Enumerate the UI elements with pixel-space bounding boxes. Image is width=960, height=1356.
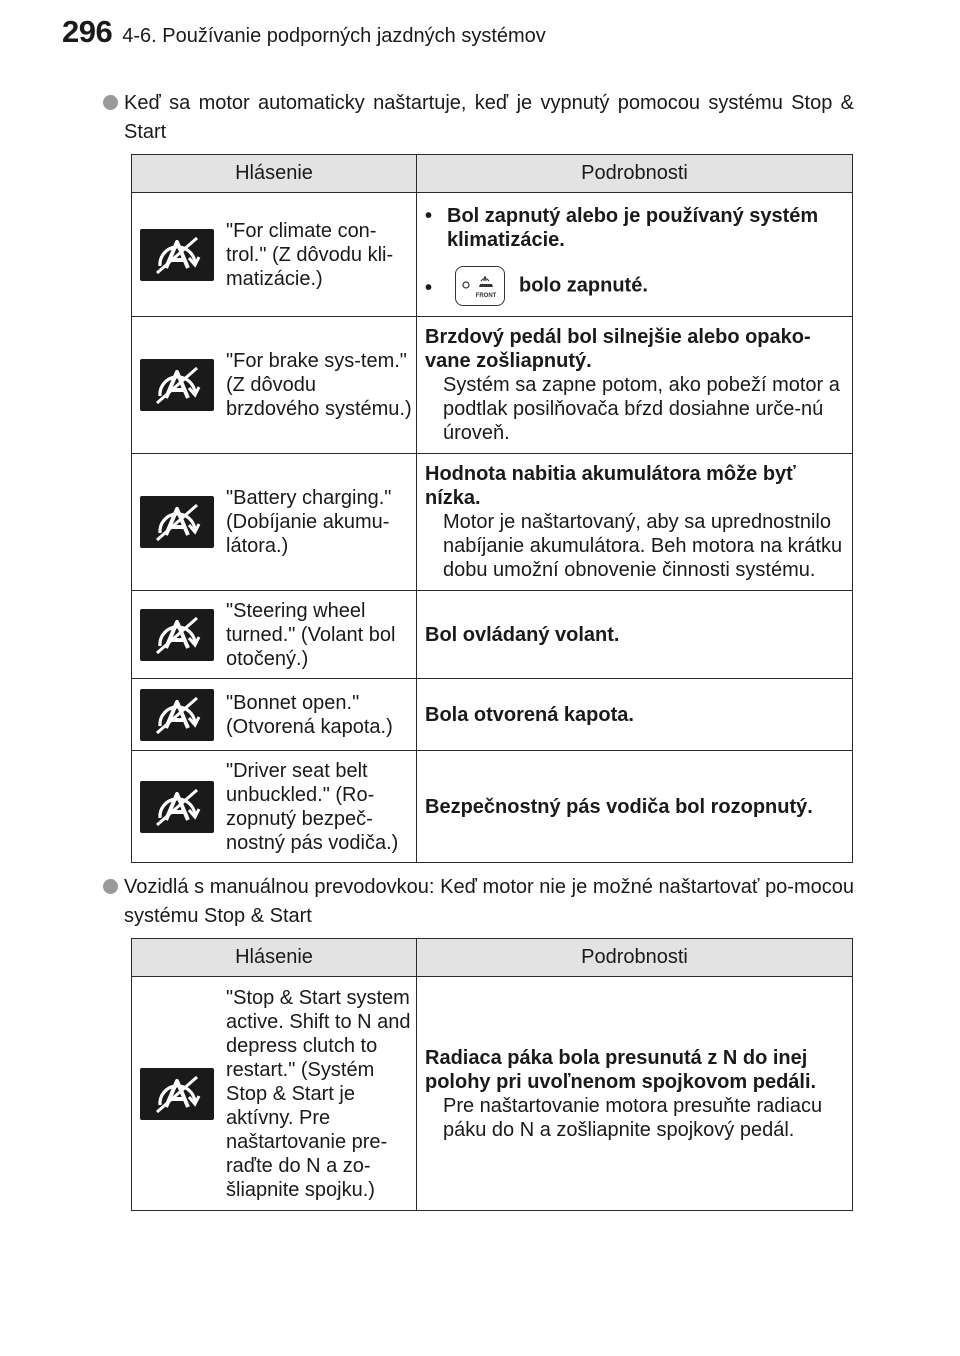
stop-start-off-icon [140, 689, 214, 741]
detail-item-text: bolo zapnuté. [519, 273, 648, 296]
message-text: "Steering wheel turned." (Volant bol otočený.) [226, 599, 396, 670]
detail-text: Systém sa zapne potom, ako pobeží motor a podtlak posilňovača bŕzd dosiahne urče-nú úroveň. [443, 374, 840, 444]
intro-paragraph-1 [124, 89, 854, 147]
detail-cell [417, 977, 853, 1211]
section-title: 4-6. Používanie podporných jazdných systémov [122, 25, 546, 47]
detail-title: Brzdový pedál bol silnejšie alebo opako-vane zošliapnutý. [425, 326, 811, 372]
detail-item-text: Bol zapnutý alebo je používaný systém klimatizácie. [447, 204, 819, 251]
page-number: 296 [62, 14, 113, 49]
detail-title: Bol ovládaný volant. [425, 623, 620, 646]
messages-table-2 [131, 938, 853, 1211]
detail-cell [417, 454, 853, 591]
list-item: • Bol zapnutý alebo je používaný systém klimatizácie. [425, 204, 819, 251]
message-cell [132, 751, 417, 863]
message-cell [132, 679, 417, 751]
message-cell [132, 193, 417, 317]
detail-text: Pre naštartovanie motora presuňte radiacu páku do N a zošliapnite spojkový pedál. [443, 1094, 823, 1141]
bullet-icon [103, 95, 118, 110]
column-header-details: Podrobnosti [417, 939, 853, 977]
table-row [132, 679, 853, 751]
stop-start-off-icon [140, 609, 214, 661]
intro-text-2: Vozidlá s manuálnou prevodovkou: Keď motor nie je možné naštartovať po-mocou systému Stop & Start [124, 876, 854, 927]
detail-cell [417, 679, 853, 751]
table-row [132, 591, 853, 679]
table-row [132, 751, 853, 863]
detail-cell [417, 751, 853, 863]
intro-paragraph-2 [124, 873, 854, 931]
table-row [132, 454, 853, 591]
message-cell [132, 317, 417, 454]
detail-cell [417, 591, 853, 679]
table-header-row [132, 939, 853, 977]
detail-title: Radiaca páka bola presunutá z N do inej polohy pri uvoľnenom spojkovom pedáli. [425, 1046, 817, 1093]
page-header [62, 14, 546, 50]
column-header-details: Podrobnosti [417, 155, 853, 193]
list-item: • FRONT bolo zapnuté. [425, 266, 846, 306]
message-text: "Bonnet open." (Otvorená kapota.) [226, 691, 393, 738]
bullet-icon [103, 879, 118, 894]
messages-table-1 [131, 154, 853, 863]
detail-title: Bezpečnostný pás vodiča bol rozopnutý. [425, 795, 813, 818]
table-row [132, 977, 853, 1211]
front-defroster-icon [455, 266, 505, 306]
column-header-message: Hlásenie [132, 155, 417, 193]
detail-cell [417, 317, 853, 454]
message-text: "Stop & Start system active. Shift to N and depress clutch to restart." (Systém Stop & Start je aktívny. Pre naštartovanie pre-raďte do N a zo-šliapnite spojku.) [226, 986, 411, 1201]
detail-list [425, 204, 846, 306]
front-label: FRONT [475, 292, 497, 299]
stop-start-off-icon [140, 359, 214, 411]
intro-text-1: Keď sa motor automaticky naštartuje, keď je vypnutý pomocou systému Stop & Start [124, 92, 854, 143]
table-row [132, 193, 853, 317]
table-header-row [132, 155, 853, 193]
detail-title: Bola otvorená kapota. [425, 703, 634, 726]
message-text: "Driver seat belt unbuckled." (Ro-zopnutý bezpeč-nostný pás vodiča.) [226, 759, 399, 854]
message-cell [132, 591, 417, 679]
message-text: "For climate con-trol." (Z dôvodu kli-matizácie.) [226, 219, 394, 290]
message-cell [132, 977, 417, 1211]
column-header-message: Hlásenie [132, 939, 417, 977]
stop-start-off-icon [140, 781, 214, 833]
stop-start-off-icon [140, 1068, 214, 1120]
message-text: "Battery charging." (Dobíjanie akumu-látora.) [226, 487, 392, 557]
table-row [132, 317, 853, 454]
detail-cell [417, 193, 853, 317]
message-text: "For brake sys-tem." (Z dôvodu brzdového systému.) [226, 350, 412, 420]
detail-title: Hodnota nabitia akumulátora môže byť nízka. [425, 463, 796, 509]
stop-start-off-icon [140, 496, 214, 548]
detail-text: Motor je naštartovaný, aby sa uprednostnilo nabíjanie akumulátora. Beh motora na krátku dobu umožní obnovenie činnosti systému. [443, 511, 843, 581]
message-cell [132, 454, 417, 591]
stop-start-off-icon [140, 229, 214, 281]
